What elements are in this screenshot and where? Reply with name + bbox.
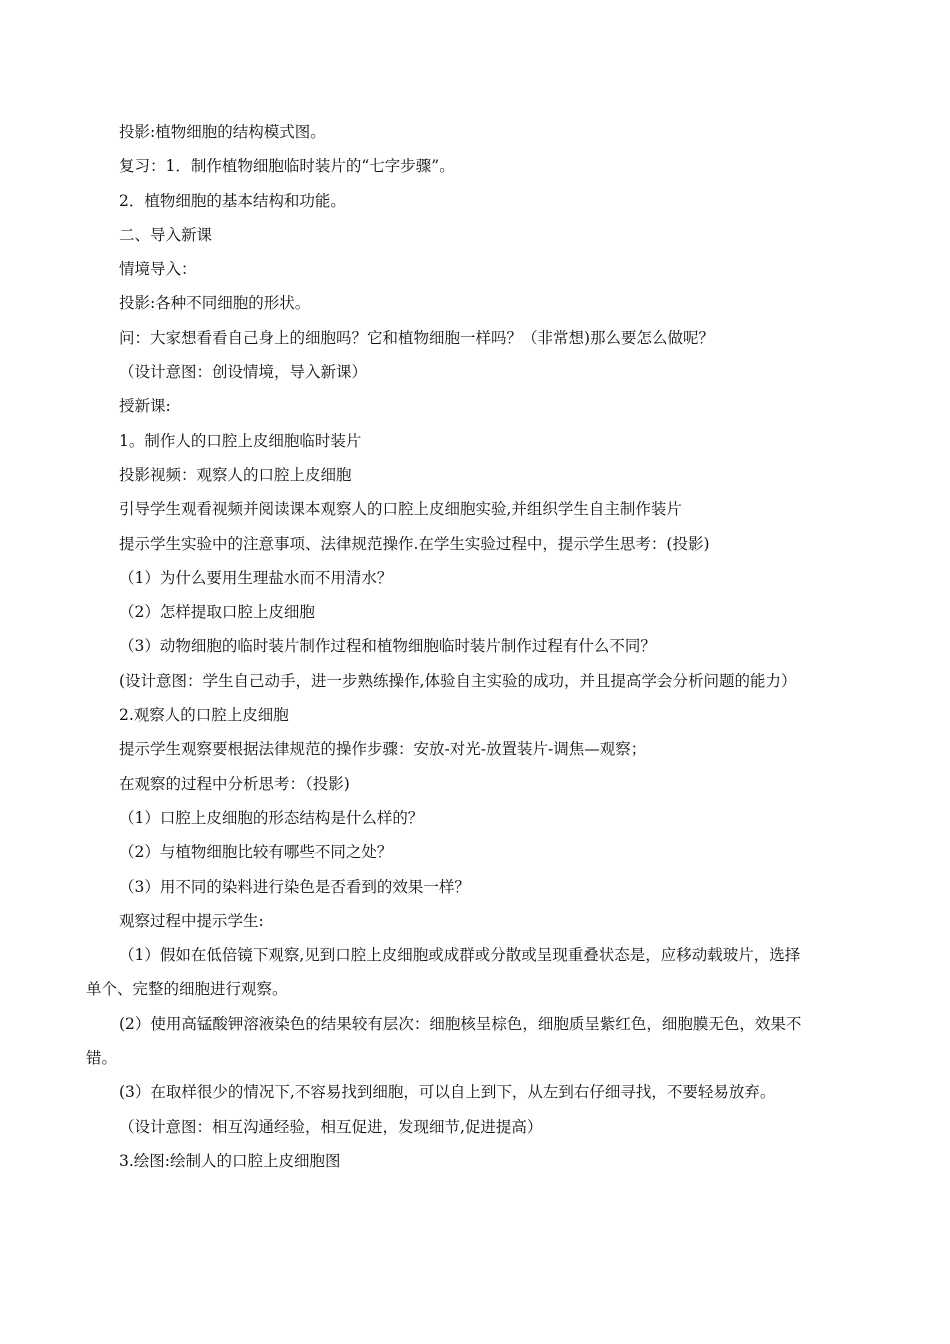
text-line: （3）动物细胞的临时装片制作过程和植物细胞临时装片制作过程有什么不同？ bbox=[119, 637, 656, 656]
paragraph-first-line: (2）使用高锰酸钾溶液染色的结果较有层次：细胞核呈棕色，细胞质呈紫红色，细胞膜无色，效果不 bbox=[119, 1014, 802, 1033]
text-line: 3.绘图:绘制人的口腔上皮细胞图 bbox=[119, 1151, 341, 1170]
text-line: 复习：1．制作植物细胞临时装片的“七字步骤”。 bbox=[119, 157, 455, 176]
text-line: 投影视频：观察人的口腔上皮细胞 bbox=[119, 465, 352, 484]
text-block-bottom bbox=[86, 1081, 864, 1172]
text-line: 1。制作人的口腔上皮细胞临时装片 bbox=[119, 431, 362, 450]
paragraph-first-line: （1）假如在低倍镜下观察,见到口腔上皮细胞或成群或分散或呈现重叠状态是，应移动载玻片，选择 bbox=[119, 946, 801, 965]
text-line: （1）口腔上皮细胞的形态结构是什么样的？ bbox=[119, 808, 424, 827]
text-line: 投影:植物细胞的结构模式图。 bbox=[119, 123, 326, 141]
text-line: 问：大家想看看自己身上的细胞吗？它和植物细胞一样吗？（非常想)那么要怎么做呢？ bbox=[119, 328, 715, 347]
text-line: (3）在取样很少的情况下,不容易找到细胞，可以自上到下，从左到右仔细寻找，不要轻易放弃。 bbox=[119, 1083, 776, 1102]
text-line: （设计意图：相互沟通经验，相互促进，发现细节,促进提高） bbox=[119, 1117, 543, 1136]
text-line: (设计意图：学生自己动手，进一步熟练操作,体验自主实验的成功，并且提高学会分析问题的能力） bbox=[119, 671, 797, 690]
text-line: 2．植物细胞的基本结构和功能。 bbox=[119, 191, 346, 210]
text-line: （设计意图：创设情境，导入新课） bbox=[119, 363, 368, 382]
text-line: 观察过程中提示学生: bbox=[119, 911, 264, 930]
text-block-top bbox=[86, 121, 864, 932]
text-line: （2）与植物细胞比较有哪些不同之处？ bbox=[119, 843, 393, 862]
wrapped-paragraph bbox=[86, 1013, 864, 1069]
text-line: 提示学生实验中的注意事项、法律规范操作.在学生实验过程中，提示学生思考：(投影) bbox=[119, 534, 710, 553]
text-line: 二、导入新课 bbox=[119, 225, 213, 244]
wrapped-paragraph bbox=[86, 944, 864, 1000]
text-line: 授新课: bbox=[119, 397, 171, 416]
text-line: 引导学生观看视频并阅读课本观察人的口腔上皮细胞实验,并组织学生自主制作装片 bbox=[119, 500, 682, 519]
text-line: 在观察的过程中分析思考：（投影) bbox=[119, 774, 350, 793]
text-line: 2.观察人的口腔上皮细胞 bbox=[119, 706, 289, 725]
text-line: （2）怎样提取口腔上皮细胞 bbox=[119, 603, 315, 622]
text-block-wrapped bbox=[86, 944, 864, 1069]
document-body bbox=[86, 121, 864, 1184]
text-line: 情境导入： bbox=[119, 260, 197, 279]
paragraph-continuation: 错。 bbox=[86, 1049, 118, 1068]
text-line: 提示学生观察要根据法律规范的操作步骤：安放-对光-放置装片-调焦—观察； bbox=[119, 740, 647, 759]
paragraph-continuation: 单个、完整的细胞进行观察。 bbox=[86, 980, 288, 999]
text-line: （1）为什么要用生理盐水而不用清水？ bbox=[119, 568, 393, 587]
text-line: 投影:各种不同细胞的形状。 bbox=[119, 294, 311, 313]
text-line: （3）用不同的染料进行染色是否看到的效果一样？ bbox=[119, 877, 470, 896]
